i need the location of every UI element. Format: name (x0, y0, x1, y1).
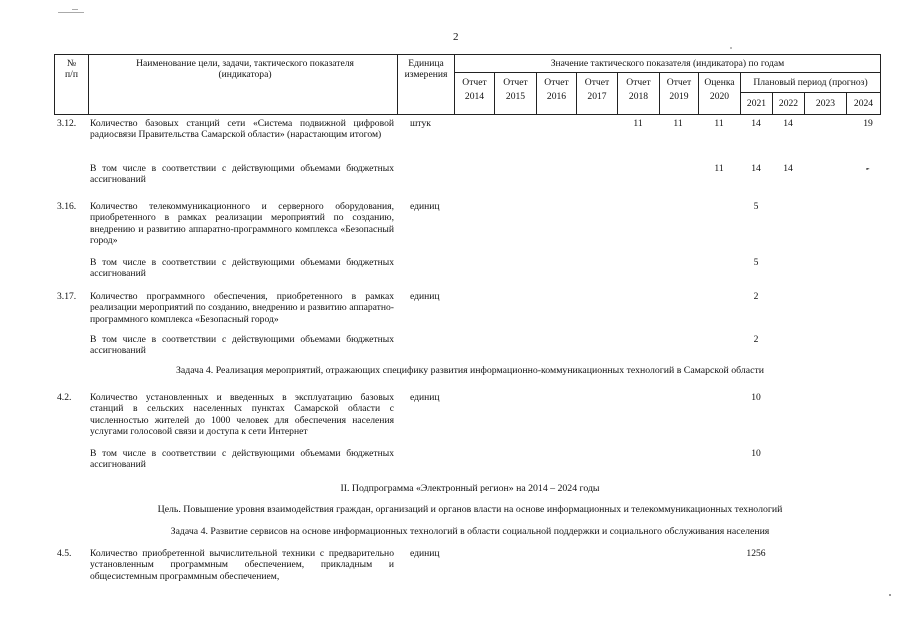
value-2021: 14 (751, 118, 761, 129)
plan-year-2022: 2022 (778, 98, 799, 109)
year-header-2017 (577, 77, 617, 102)
task-heading: Задача 4. Развитие сервисов на основе информационных технологий в области социальной поддержки и социального обслуживания населения (170, 526, 770, 537)
value-2021: 14 (751, 163, 761, 174)
year-header-label: Отчет (626, 77, 651, 88)
value-2022: 14 (783, 163, 793, 174)
row-description: Количество программного обеспечения, приобретенного в рамках реализации мероприятий по созданию, внедрению и развитию аппаратно-программного комплекса «Безопасный город» (90, 291, 394, 325)
year-header-year: 2015 (505, 91, 526, 102)
year-header-2014 (455, 77, 494, 102)
year-header-label: Отчет (544, 77, 569, 88)
row-code: 3.17. (57, 291, 77, 302)
year-header-year: 2020 (709, 91, 730, 102)
value-2024: - (866, 163, 870, 174)
value-2024: 19 (863, 118, 873, 129)
row-description: В том числе в соответствии с действующими объемами бюджетных ассигнований (90, 448, 394, 471)
value-2021: 10 (751, 392, 761, 403)
task-heading: Задача 4. Реализация мероприятий, отражающих специфику развития информационно-коммуникационных технологий в Самарской области (175, 365, 765, 376)
value-2018: 11 (633, 118, 643, 129)
value-2021: 1256 (746, 548, 766, 559)
row-unit: штук (410, 118, 431, 129)
row-description: Количество установленных и введенных в эксплуатацию базовых станций в сельских населенных пунктах Самарской области с численностью жителей до 1000 человек для обеспечения населения услугами голосовой связи и доступа к сети Интернет (90, 392, 394, 438)
year-header-2020 (699, 77, 740, 102)
header-no: № п/п (65, 58, 78, 80)
row-unit: единиц (410, 548, 440, 559)
plan-year-2024: 2024 (853, 98, 874, 109)
value-2021: 2 (753, 291, 759, 302)
row-code: 3.16. (57, 201, 77, 212)
plan-year-2021: 2021 (746, 98, 767, 109)
year-header-2015 (495, 77, 536, 102)
header-name: Наименование цели, задачи, тактического показателя (индикатора) (136, 58, 354, 80)
header-unit: Единица измерения (404, 58, 448, 80)
goal-heading: Цель. Повышение уровня взаимодействия граждан, организаций и органов власти на основе информационных и телекоммуникационных технологий (157, 504, 783, 515)
year-header-year: 2016 (546, 91, 567, 102)
page-number: 2 (453, 31, 459, 43)
value-2021: 5 (753, 201, 759, 212)
subprogram-heading: II. Подпрограмма «Электронный регион» на 2014 – 2024 годы (340, 483, 600, 494)
year-header-2016 (537, 77, 576, 102)
row-code: 3.12. (57, 118, 77, 129)
row-description: В том числе в соответствии с действующими объемами бюджетных ассигнований (90, 334, 394, 357)
year-header-year: 2017 (587, 91, 607, 102)
row-unit: единиц (410, 392, 440, 403)
year-header-label: Отчет (666, 77, 692, 88)
year-header-year: 2014 (464, 91, 485, 102)
year-header-2018 (618, 77, 659, 102)
plan-year-2023: 2023 (815, 98, 836, 109)
header-plan: Плановый период (прогноз) (753, 77, 868, 88)
row-description: В том числе в соответствии с действующими объемами бюджетных ассигнований (90, 257, 394, 280)
header-values: Значение тактического показателя (индикатора) по годам (550, 58, 785, 69)
year-header-2019 (660, 77, 698, 102)
year-header-year: 2018 (628, 91, 649, 102)
row-description: В том числе в соответствии с действующими объемами бюджетных ассигнований (90, 163, 394, 186)
year-header-year: 2019 (669, 91, 689, 102)
row-description: Количество телекоммуникационного и серверного оборудования, приобретенного в рамках реализации мероприятий по созданию, внедрению и развитию аппаратно-программного комплекса «Безопасный город» (90, 201, 394, 247)
year-header-label: Отчет (503, 77, 528, 88)
value-2021: 10 (751, 448, 761, 459)
value-2020: 11 (714, 118, 724, 129)
value-2020: 11 (714, 163, 724, 174)
row-code: 4.2. (57, 392, 72, 403)
row-unit: единиц (410, 291, 440, 302)
row-description: Количество приобретенной вычислительной техники с предварительно установленным программным обеспечением, прикладным и общесистемным программным обеспечением, (90, 548, 394, 582)
value-2022: 14 (783, 118, 793, 129)
row-unit: единиц (410, 201, 440, 212)
year-header-label: Отчет (462, 77, 487, 88)
row-description: Количество базовых станций сети «Система подвижной цифровой радиосвязи Правительства Самарской области» (нарастающим итогом) (90, 118, 394, 141)
year-header-label: Отчет (584, 77, 610, 88)
row-code: 4.5. (57, 548, 72, 559)
value-2019: 11 (673, 118, 683, 129)
value-2021: 5 (753, 257, 759, 268)
value-2021: 2 (753, 334, 759, 345)
year-header-label: Оценка (704, 77, 735, 88)
